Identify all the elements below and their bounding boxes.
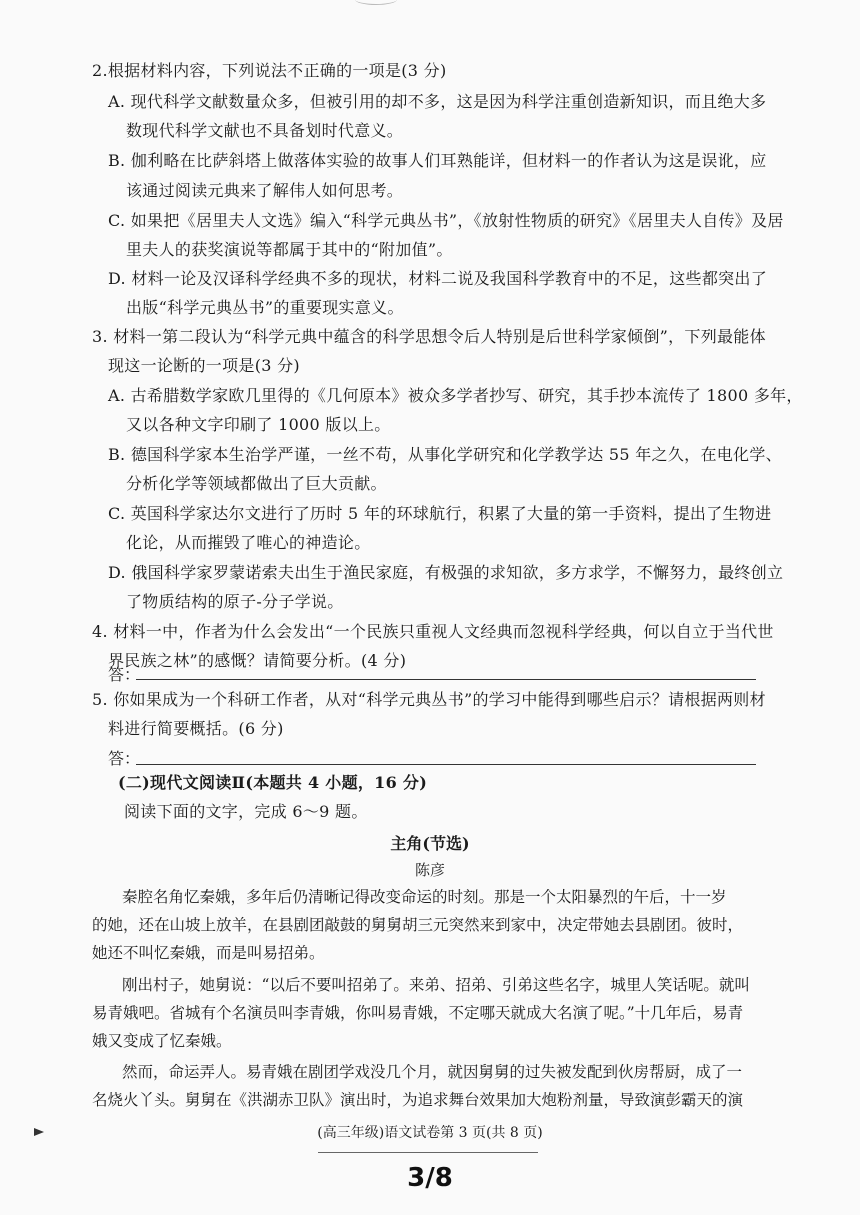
q5-answer-label: 答： — [108, 749, 141, 768]
section-2-instruction: 阅读下面的文字，完成 6～9 题。 — [124, 802, 368, 821]
story-p1-line3: 她还不叫忆秦娥，而是叫易招弟。 — [92, 944, 325, 962]
section-2-heading: (二)现代文阅读Ⅱ(本题共 4 小题，16 分) — [118, 773, 428, 792]
story-author: 陈彦 — [414, 861, 445, 879]
story-p1-line1: 秦腔名角忆秦娥，多年后仍清晰记得改变命运的时刻。那是一个太阳暴烈的午后，十一岁 — [122, 888, 727, 906]
q2-option-a-cont: 数现代科学文献也不具备划时代意义。 — [126, 121, 404, 140]
q3-option-b: B. 德国科学家本生治学严谨，一丝不苟，从事化学研究和化学教学达 55 年之久，在电化学、 — [108, 445, 782, 464]
question-3-stem-cont: 现这一论断的一项是(3 分) — [108, 356, 300, 375]
story-p3-line1: 然而，命运弄人。易青娥在剧团学戏没几个月，就因舅舅的过失被发配到伙房帮厨，成了一 — [122, 1063, 743, 1081]
q2-option-b: B. 伽利略在比萨斜塔上做落体实验的故事人们耳熟能详，但材料一的作者认为这是误讹，应 — [108, 151, 767, 170]
story-p2-line2: 易青娥吧。省城有个名演员叫李青娥，你叫易青娥，不定哪天就成大名演了呢。”十几年后，易青 — [92, 1004, 744, 1022]
q2-option-b-cont: 该通过阅读元典来了解伟人如何思考。 — [126, 181, 404, 200]
q3-option-c-cont: 化论，从而摧毁了唯心的神造论。 — [126, 533, 371, 552]
question-5-stem-cont: 料进行简要概括。(6 分) — [108, 719, 284, 738]
question-4-stem: 4. 材料一中，作者为什么会发出“一个民族只重视人文经典而忽视科学经典，何以自立于当代世 — [92, 622, 774, 641]
q2-option-a: A. 现代科学文献数量众多，但被引用的却不多，这是因为科学注重创造新知识，而且绝大多 — [108, 92, 767, 111]
story-p1-line2: 的她，还在山坡上放羊，在县剧团敲鼓的舅舅胡三元突然来到家中，决定带她去县剧团。彼时， — [92, 916, 744, 934]
q3-option-a-cont: 又以各种文字印刷了 1000 版以上。 — [126, 415, 391, 434]
q3-option-d-cont: 了物质结构的原子-分子学说。 — [126, 592, 344, 611]
question-5-stem: 5. 你如果成为一个科研工作者，从对“科学元典丛书”的学习中能得到哪些启示？请根据两则材 — [92, 690, 766, 709]
question-2-stem: 2.根据材料内容，下列说法不正确的一项是(3 分) — [92, 61, 447, 80]
page-number: 3/8 — [407, 1163, 453, 1193]
question-3-stem: 3. 材料一第二段认为“科学元典中蕴含的科学思想令后人特别是后世科学家倾倒”，下列最能体 — [92, 327, 766, 346]
q2-option-c: C. 如果把《居里夫人文选》编入“科学元典丛书”，《放射性物质的研究》《居里夫人自传》及居 — [108, 211, 784, 230]
q3-option-c: C. 英国科学家达尔文进行了历时 5 年的环球航行，积累了大量的第一手资料，提出了生物进 — [108, 504, 772, 523]
story-title: 主角(节选) — [390, 834, 470, 853]
q5-answer-line[interactable] — [136, 764, 756, 765]
q2-option-d: D. 材料一论及汉译科学经典不多的现状，材料二说及我国科学教育中的不足，这些都突出了 — [108, 269, 768, 288]
q4-answer-label: 答： — [108, 665, 141, 684]
q2-option-d-cont: 出版“科学元典丛书”的重要现实意义。 — [126, 298, 404, 317]
story-p3-line2: 名烧火丫头。舅舅在《洪湖赤卫队》演出时，为追求舞台效果加大炮粉剂量，导致演彭霸天的演 — [92, 1091, 744, 1109]
q3-option-d: D. 俄国科学家罗蒙诺索夫出生于渔民家庭，有极强的求知欲，多方求学，不懈努力，最终创立 — [108, 563, 784, 582]
story-p2-line1: 刚出村子，她舅说：“以后不要叫招弟了。来弟、招弟、引弟这些名字，城里人笑话呢。就叫 — [122, 976, 750, 994]
q3-option-a: A. 古希腊数学家欧几里得的《几何原本》被众多学者抄写、研究，其手抄本流传了 1800 多年， — [108, 386, 803, 405]
scan-mark — [355, 0, 397, 5]
q2-option-c-cont: 里夫人的获奖演说等都属于其中的“附加值”。 — [126, 240, 453, 259]
story-p2-line3: 娥又变成了忆秦娥。 — [92, 1032, 232, 1050]
question-4-stem-cont: 界民族之林”的感慨？请简要分析。(4 分) — [108, 651, 407, 670]
q4-answer-line[interactable] — [136, 679, 756, 680]
q3-option-b-cont: 分析化学等领域都做出了巨大贡献。 — [126, 474, 387, 493]
page-footer: (高三年级)语文试卷第 3 页(共 8 页) — [317, 1125, 543, 1141]
footer-rule — [318, 1152, 538, 1153]
